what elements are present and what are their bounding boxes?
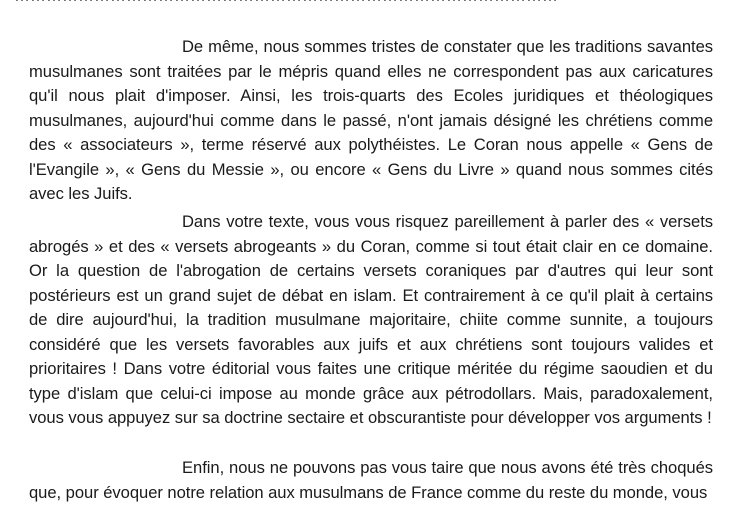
paragraph-conclusion: Enfin, nous ne pouvons pas vous taire que nous avons été très choqués que, pour évoquer notre relation aux musulmans de France comme du reste du monde, vous <box>29 458 713 502</box>
paragraph-abrogation: Dans votre texte, vous vous risquez pareillement à parler des « versets abrogés » et des « versets abrogeants » du Coran, comme si tout était clair en ce domaine. Or la question de l'abrogation de certains versets coraniques par d'autres qui leur sont postérieurs est un grand sujet de débat en islam. Et contrairement à ce qu'il plait à certains de dire aujourd'hui, la tradition musulmane majoritaire, chiite comme sunnite, a toujours considéré que les versets favorables aux juifs et aux chrétiens sont toujours valides et prioritaires ! Dans votre éditorial vous faites une critique méritée du régime saoudien et du type d'islam que celui-ci impose au monde grâce aux pétrodollars. Mais, paradoxalement, vous vous appuyez sur sa doctrine sectaire et obscurantiste pour développer vos arguments ! <box>29 212 713 427</box>
paragraph-traditions: De même, nous sommes tristes de constater que les traditions savantes musulmanes sont traitées par le mépris quand elles ne correspondent pas aux caricatures qu'il nous plait d'imposer. Ainsi, les trois-quarts des Ecoles juridiques et théologiques musulmanes, aujourd'hui comme dans le passé, n'ont jamais désigné les chrétiens comme des « associateurs », terme réservé aux polythéistes. Le Coran nous appelle « Gens de l'Evangile », « Gens du Messie », ou encore « Gens du Livre » quand nous sommes cités avec les Juifs. <box>29 37 713 203</box>
cut-off-top-line <box>14 0 714 5</box>
